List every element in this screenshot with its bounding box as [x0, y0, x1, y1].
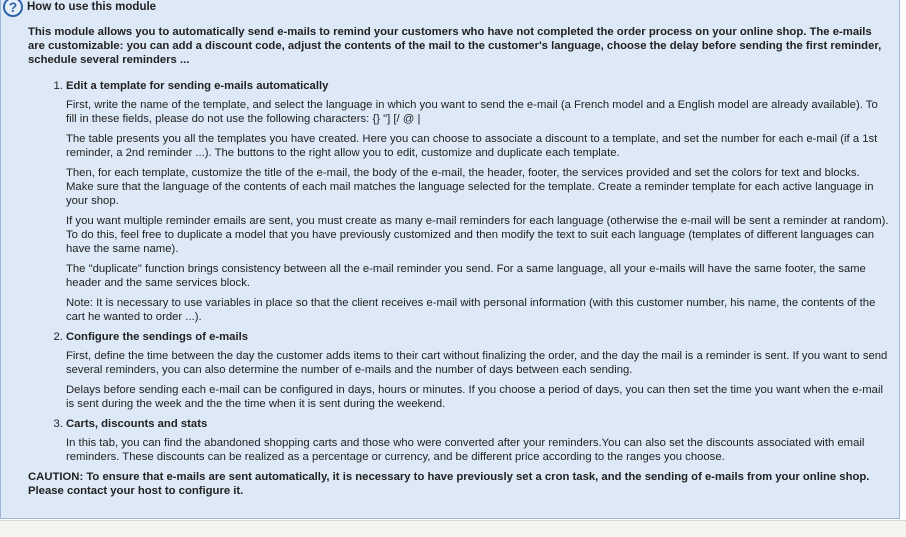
step-paragraph: First, write the name of the template, and select the language in which you want to send the e-mail (a French model and a English model are already available). To fill in these fields, please do not use the following characters: {} "] [/ @ | [66, 99, 878, 125]
panel-title: How to use this module [27, 1, 157, 13]
step-title: 2. Configure the sendings of e-mails [66, 331, 249, 343]
step-item [66, 79, 890, 324]
step-paragraph: The "duplicate" function brings consistency between all the e-mail reminder you send. For a same language, all your e-mails will have the same footer, the same header and the same services block. [66, 263, 866, 289]
help-icon: ? [3, 0, 23, 17]
step-paragraph: Then, for each template, customize the title of the e-mail, the body of the e-mail, the header, footer, the services provided and set the colors for text and blocks. Make sure that the language of the contents of each mail matches the language selected for the template. Create a reminder template for each active language in your shop. [66, 167, 874, 207]
steps-list [28, 79, 890, 464]
intro-text: This module allows you to automatically send e-mails to remind your customers who have not completed the order process on your online shop. The e-mails are customizable: you can add a discount code, adjust the contents of the mail to the customer's language, choose the delay before sending the first reminder, schedule several reminders ... [28, 26, 882, 66]
panel-header [3, 0, 156, 18]
bottom-strip [0, 520, 906, 537]
step-paragraph: The table presents you all the templates you have created. Here you can choose to associate a discount to a template, and set the number for each e-mail (if a 1st reminder, a 2nd reminder ...). The buttons to the right allow you to edit, customize and duplicate each template. [66, 133, 878, 159]
step-item [66, 330, 890, 411]
help-content [28, 25, 890, 509]
step-paragraph: In this tab, you can find the abandoned shopping carts and those who were converted after your reminders.You can also set the discounts associated with email reminders. These discounts can be realized as a percentage or currency, and be different price according to the ranges you choose. [66, 437, 865, 463]
step-paragraph: Delays before sending each e-mail can be configured in days, hours or minutes. If you choose a period of days, you can then set the time you want when the e-mail is sent during the week and the the time when it is sent during the weekend. [66, 384, 883, 410]
step-title: 3. Carts, discounts and stats [66, 418, 208, 430]
caution-text: CAUTION: To ensure that e-mails are sent automatically, it is necessary to have previously set a cron task, and the sending of e-mails from your online shop. Please contact your host to configure it. [28, 471, 870, 497]
step-paragraph: If you want multiple reminder emails are sent, you must create as many e-mail reminders for each language (otherwise the e-mail will be sent a reminder at random). To do this, feel free to duplicate a model that you have previously customized and then modify the text to suit each language (templates of different languages can have the same name). [66, 215, 889, 255]
step-paragraph: First, define the time between the day the customer adds items to their cart without finalizing the order, and the day the mail is a reminder is sent. If you want to send several reminders, you can also determine the number of e-mails and the number of days between each sending. [66, 350, 888, 376]
step-title: 1. Edit a template for sending e-mails automatically [66, 80, 329, 92]
step-item [66, 417, 890, 464]
step-paragraph: Note: It is necessary to use variables in place so that the client receives e-mail with personal information (with this customer number, his name, the contents of the cart he wanted to order ...). [66, 297, 876, 323]
